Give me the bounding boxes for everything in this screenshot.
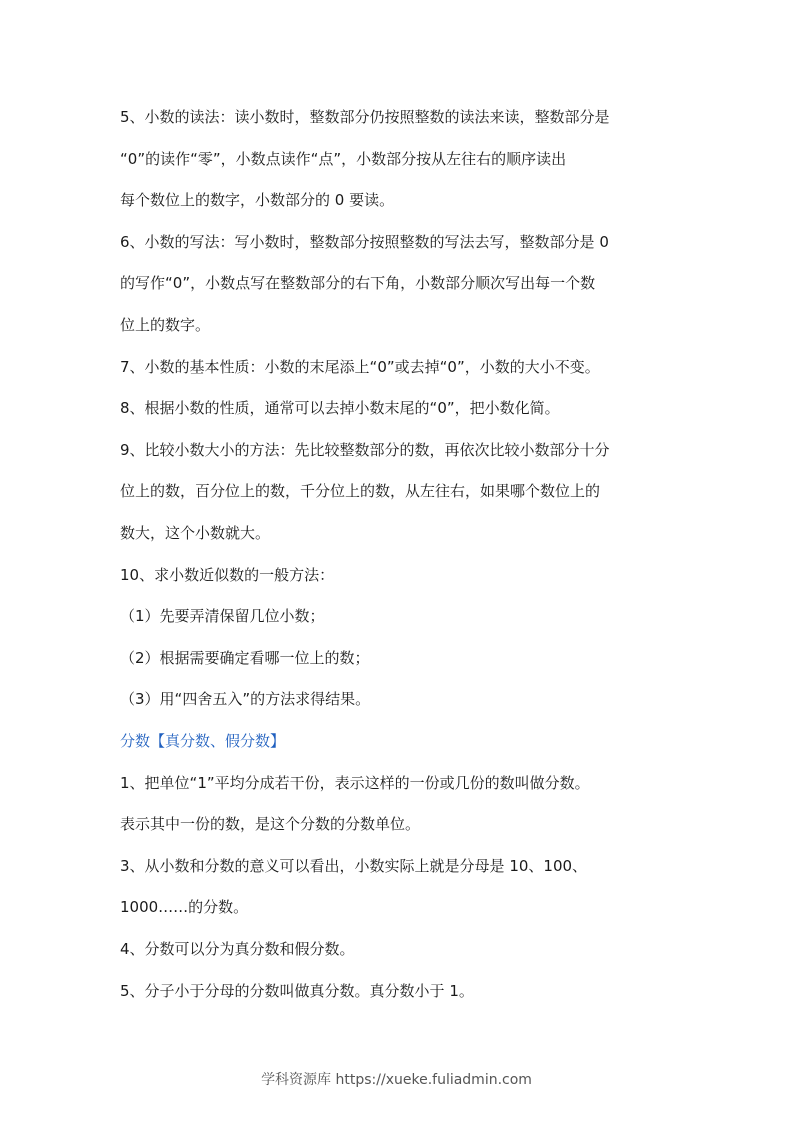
- text-line: （1）先要弄清保留几位小数；: [120, 607, 325, 625]
- text-line: 3、从小数和分数的意义可以看出，小数实际上就是分母是 10、100、: [120, 857, 588, 875]
- text-line: （3）用“四舍五入”的方法求得结果。: [120, 690, 371, 708]
- text-line: 1、把单位“1”平均分成若干份，表示这样的一份或几份的数叫做分数。: [120, 774, 590, 792]
- text-line: 每个数位上的数字，小数部分的 0 要读。: [120, 191, 395, 209]
- text-line: 8、根据小数的性质，通常可以去掉小数末尾的“0”，把小数化简。: [120, 399, 560, 417]
- text-line: 4、分数可以分为真分数和假分数。: [120, 940, 355, 958]
- text-line: 1000……的分数。: [120, 898, 249, 916]
- page-footer: 学科资源库 https://xueke.fuliadmin.com: [261, 1072, 532, 1088]
- text-line: 5、分子小于分母的分数叫做真分数。真分数小于 1。: [120, 982, 474, 1000]
- text-line: 7、小数的基本性质：小数的末尾添上“0”或去掉“0”，小数的大小不变。: [120, 358, 600, 376]
- text-line: 数大，这个小数就大。: [120, 524, 271, 542]
- text-line: （2）根据需要确定看哪一位上的数；: [120, 649, 370, 667]
- text-line: 位上的数字。: [120, 316, 211, 334]
- text-line: 位上的数，百分位上的数，千分位上的数，从左往右，如果哪个数位上的: [120, 482, 601, 500]
- text-line: 表示其中一份的数，是这个分数的分数单位。: [120, 815, 421, 833]
- text-line: “0”的读作“零”，小数点读作“点”，小数部分按从左往右的顺序读出: [120, 150, 567, 168]
- text-line: 的写作“0”，小数点写在整数部分的右下角，小数部分顺次写出每一个数: [120, 274, 596, 292]
- text-line: 5、小数的读法：读小数时，整数部分仍按照整数的读法来读，整数部分是: [120, 108, 610, 126]
- text-line: 9、比较小数大小的方法：先比较整数部分的数，再依次比较小数部分十分: [120, 441, 610, 459]
- text-line: 6、小数的写法：写小数时，整数部分按照整数的写法去写，整数部分是 0: [120, 233, 609, 251]
- section-heading: 分数【真分数、假分数】: [120, 732, 286, 750]
- text-line: 10、求小数近似数的一般方法：: [120, 566, 335, 584]
